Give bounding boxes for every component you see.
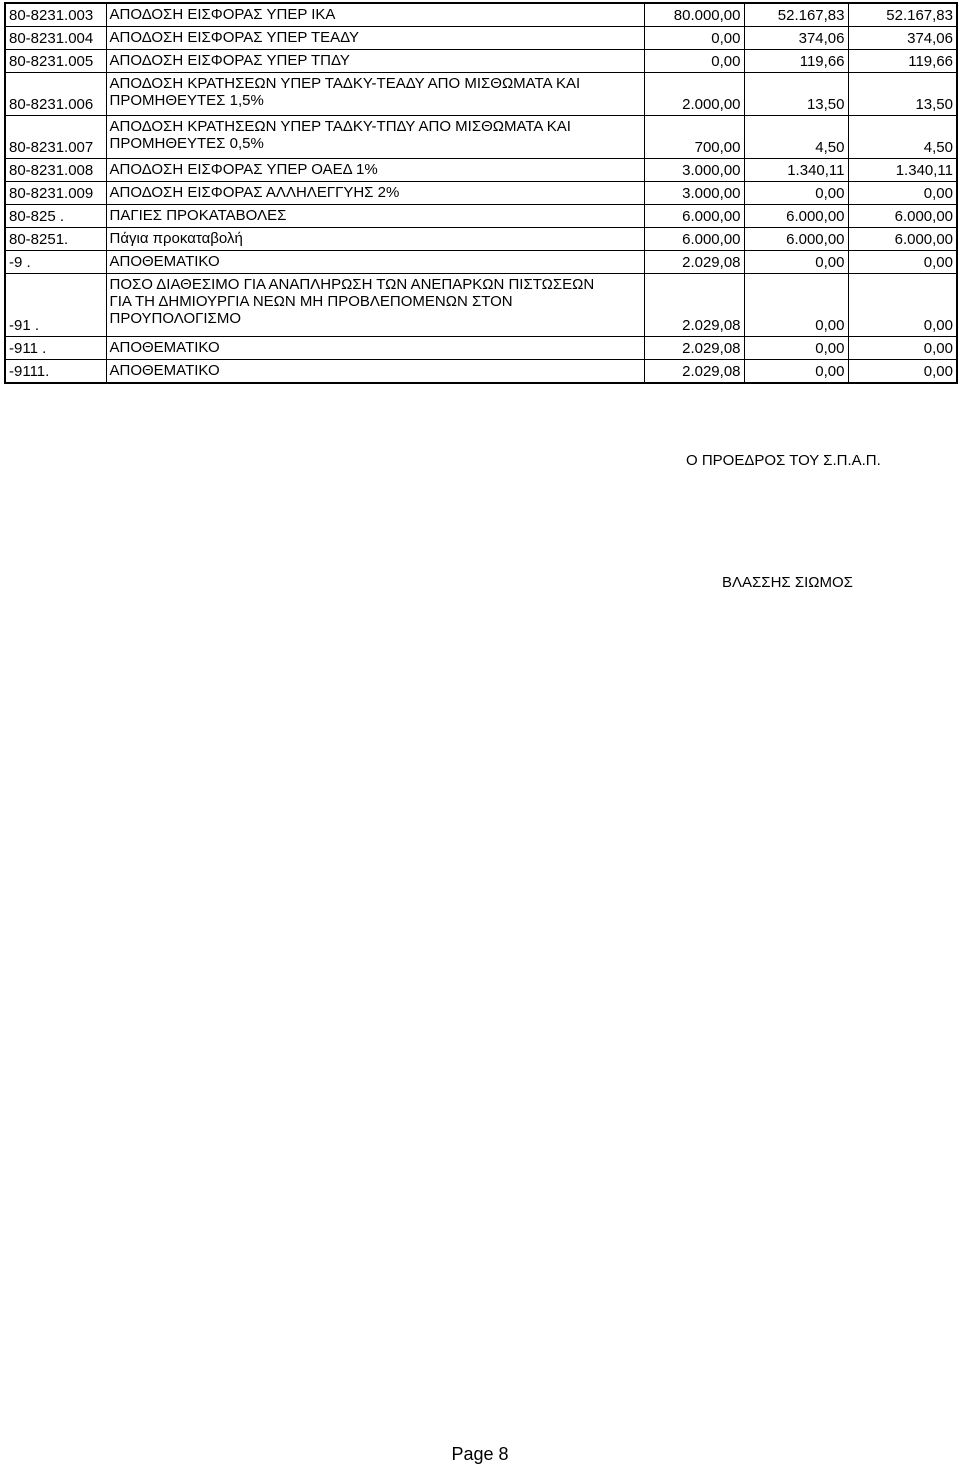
table-row — [5, 337, 957, 360]
description-line: ΠΡΟΜΗΘΕΥΤΕΣ 1,5% — [109, 92, 264, 109]
description-line: ΑΠΟΔΟΣΗ ΕΙΣΦΟΡΑΣ ΥΠΕΡ ΤΕΑΔΥ — [109, 29, 360, 46]
committed-amount: 4,50 — [744, 116, 848, 159]
table-body — [5, 3, 957, 383]
committed-amount: 0,00 — [744, 337, 848, 360]
account-code: 80-8231.004 — [5, 27, 106, 50]
table-row — [5, 50, 957, 73]
budget-amount: 3.000,00 — [644, 159, 744, 182]
account-code: 80-825 . — [5, 205, 106, 228]
budget-amount: 80.000,00 — [644, 3, 744, 27]
table-row — [5, 73, 957, 116]
president-title-text: Ο ΠΡΟΕΔΡΟΣ ΤΟΥ Σ.Π.Α.Π. — [686, 452, 881, 469]
account-code: 80-8231.005 — [5, 50, 106, 73]
account-description — [106, 360, 644, 384]
description-line: ΑΠΟΘΕΜΑΤΙΚΟ — [109, 253, 220, 270]
description-line: ΑΠΟΔΟΣΗ ΕΙΣΦΟΡΑΣ ΥΠΕΡ ΙΚΑ — [109, 6, 336, 23]
committed-amount: 0,00 — [744, 182, 848, 205]
account-description — [106, 228, 644, 251]
table-row — [5, 27, 957, 50]
paid-amount: 6.000,00 — [848, 228, 957, 251]
description-line: ΑΠΟΔΟΣΗ ΕΙΣΦΟΡΑΣ ΥΠΕΡ ΤΠΔΥ — [109, 52, 350, 69]
table-row — [5, 228, 957, 251]
budget-amount: 6.000,00 — [644, 228, 744, 251]
paid-amount: 0,00 — [848, 274, 957, 337]
budget-amount: 2.029,08 — [644, 251, 744, 274]
budget-amount: 700,00 — [644, 116, 744, 159]
budget-amount: 2.029,08 — [644, 360, 744, 384]
account-code: -9111. — [5, 360, 106, 384]
president-name-text: ΒΛΑΣΣΗΣ ΣΙΩΜΟΣ — [722, 574, 853, 591]
table-row — [5, 116, 957, 159]
description-line: ΑΠΟΘΕΜΑΤΙΚΟ — [109, 362, 220, 379]
account-description — [106, 50, 644, 73]
account-code: 80-8231.009 — [5, 182, 106, 205]
description-line: ΠΡΟΥΠΟΛΟΓΙΣΜΟ — [109, 310, 241, 327]
committed-amount: 374,06 — [744, 27, 848, 50]
budget-table — [4, 2, 958, 384]
committed-amount: 0,00 — [744, 360, 848, 384]
committed-amount: 52.167,83 — [744, 3, 848, 27]
paid-amount: 6.000,00 — [848, 205, 957, 228]
budget-amount: 0,00 — [644, 50, 744, 73]
paid-amount: 52.167,83 — [848, 3, 957, 27]
account-description — [106, 3, 644, 27]
description-line: Πάγια προκαταβολή — [109, 230, 243, 247]
paid-amount: 4,50 — [848, 116, 957, 159]
budget-amount: 3.000,00 — [644, 182, 744, 205]
account-code: -91 . — [5, 274, 106, 337]
table-row — [5, 360, 957, 384]
table-row — [5, 274, 957, 337]
table-row — [5, 182, 957, 205]
description-line: ΠΟΣΟ ΔΙΑΘΕΣΙΜΟ ΓΙΑ ΑΝΑΠΛΗΡΩΣΗ ΤΩΝ ΑΝΕΠΑΡΚΩΝ ΠΙΣΤΩΣΕΩΝ — [109, 276, 595, 293]
paid-amount: 1.340,11 — [848, 159, 957, 182]
budget-amount: 2.029,08 — [644, 337, 744, 360]
paid-amount: 0,00 — [848, 360, 957, 384]
account-description — [106, 116, 644, 159]
committed-amount: 0,00 — [744, 274, 848, 337]
account-code: 80-8231.008 — [5, 159, 106, 182]
budget-amount: 2.029,08 — [644, 274, 744, 337]
budget-amount: 0,00 — [644, 27, 744, 50]
committed-amount: 0,00 — [744, 251, 848, 274]
account-description — [106, 337, 644, 360]
committed-amount: 6.000,00 — [744, 228, 848, 251]
description-line: ΠΑΓΙΕΣ ΠΡΟΚΑΤΑΒΟΛΕΣ — [109, 207, 287, 224]
description-line: ΑΠΟΔΟΣΗ ΕΙΣΦΟΡΑΣ ΥΠΕΡ ΟΑΕΔ 1% — [109, 161, 378, 178]
committed-amount: 119,66 — [744, 50, 848, 73]
committed-amount: 1.340,11 — [744, 159, 848, 182]
account-description — [106, 205, 644, 228]
description-line: ΓΙΑ ΤΗ ΔΗΜΙΟΥΡΓΙΑ ΝΕΩΝ ΜΗ ΠΡΟΒΛΕΠΟΜΕΝΩΝ ΣΤΟΝ — [109, 293, 513, 310]
account-description — [106, 159, 644, 182]
paid-amount: 0,00 — [848, 337, 957, 360]
account-description — [106, 27, 644, 50]
paid-amount: 119,66 — [848, 50, 957, 73]
description-line: ΑΠΟΔΟΣΗ ΕΙΣΦΟΡΑΣ ΑΛΛΗΛΕΓΓΥΗΣ 2% — [109, 184, 400, 201]
account-code: 80-8231.003 — [5, 3, 106, 27]
account-description — [106, 274, 644, 337]
committed-amount: 13,50 — [744, 73, 848, 116]
account-code: -911 . — [5, 337, 106, 360]
page-number: Page 8 — [451, 1444, 509, 1464]
committed-amount: 6.000,00 — [744, 205, 848, 228]
account-code: 80-8251. — [5, 228, 106, 251]
description-line: ΑΠΟΔΟΣΗ ΚΡΑΤΗΣΕΩΝ ΥΠΕΡ ΤΑΔΚΥ-ΤΠΔΥ ΑΠΟ ΜΙΣΘΩΜΑΤΑ ΚΑΙ — [109, 118, 571, 135]
table-row — [5, 251, 957, 274]
budget-amount: 6.000,00 — [644, 205, 744, 228]
paid-amount: 0,00 — [848, 182, 957, 205]
description-line: ΑΠΟΔΟΣΗ ΚΡΑΤΗΣΕΩΝ ΥΠΕΡ ΤΑΔΚΥ-ΤΕΑΔΥ ΑΠΟ ΜΙΣΘΩΜΑΤΑ ΚΑΙ — [109, 75, 581, 92]
account-description — [106, 182, 644, 205]
account-description — [106, 251, 644, 274]
table-row — [5, 205, 957, 228]
paid-amount: 374,06 — [848, 27, 957, 50]
account-description — [106, 73, 644, 116]
table-row — [5, 3, 957, 27]
budget-amount: 2.000,00 — [644, 73, 744, 116]
account-code: -9 . — [5, 251, 106, 274]
description-line: ΠΡΟΜΗΘΕΥΤΕΣ 0,5% — [109, 135, 264, 152]
description-line: ΑΠΟΘΕΜΑΤΙΚΟ — [109, 339, 220, 356]
paid-amount: 13,50 — [848, 73, 957, 116]
paid-amount: 0,00 — [848, 251, 957, 274]
table-row — [5, 159, 957, 182]
account-code: 80-8231.007 — [5, 116, 106, 159]
account-code: 80-8231.006 — [5, 73, 106, 116]
